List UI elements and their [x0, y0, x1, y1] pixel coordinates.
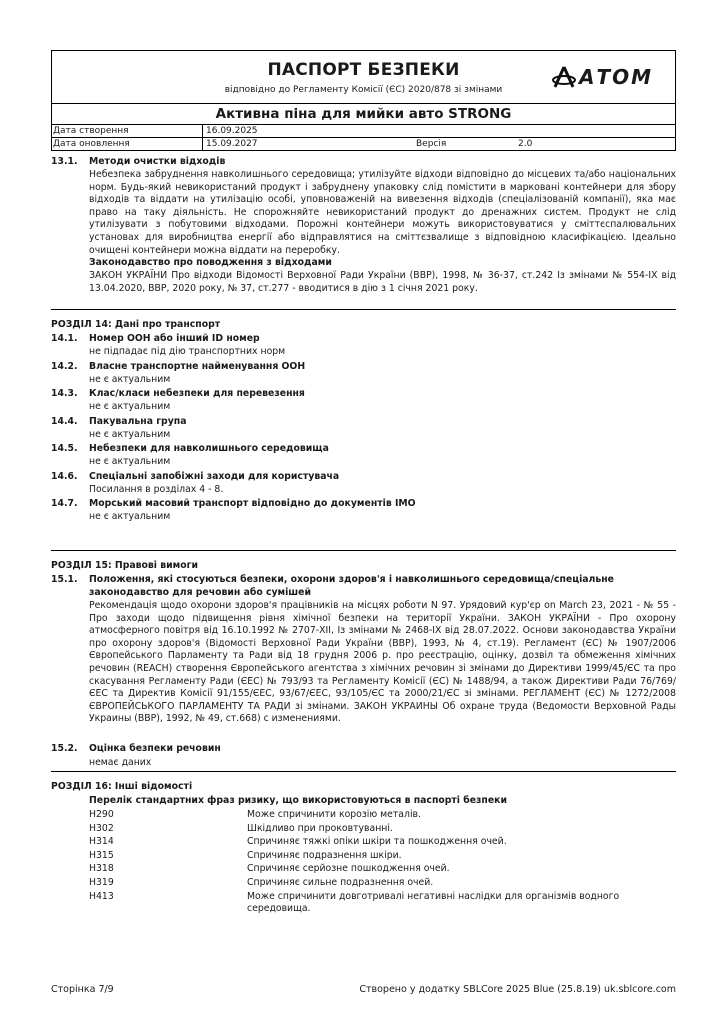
hazard-phrase-row [89, 809, 676, 823]
item-title: Небезпеки для навколишнього середовища [89, 443, 329, 454]
item-number: 14.7. [51, 498, 78, 509]
item-value: не є актуальним [89, 428, 171, 440]
waste-law-title: Законодавство про поводження з відходами [89, 257, 332, 268]
item-number: 15.1. [51, 574, 78, 585]
section-divider [51, 771, 676, 772]
hazard-text: Шкідливо при проковтуванні. [247, 822, 393, 834]
item-value: немає даних [89, 757, 152, 768]
hazard-phrases-list [89, 809, 676, 915]
sds-page [51, 50, 676, 995]
section-heading: РОЗДІЛ 16: Інші відомості [51, 781, 193, 792]
item-title: Спеціальні запобіжні заходи для користувача [89, 470, 340, 482]
item-title: Номер ООН або інший ID номер [89, 333, 260, 344]
item-title: Методи очистки відходів [89, 156, 226, 167]
hazard-code: H302 [89, 822, 114, 834]
hazard-code: H315 [89, 849, 114, 861]
item-number: 14.2. [51, 360, 78, 372]
legal-requirements-text: Рекомендація щодо охорони здоров'я працівників на місцях роботи N 97. Урядовий кур'єр on March 23, 2021 - № 55 - Про заходи щодо підвищення рівня хімічної безпеки на території України. ЗАКОН УКРАЇНИ - Про охорону атмосферного повітря від 16.10.1992 № 2707-XII, Із змінами № 2468-IX від 28.07.2022. Основи законодавства України про охорону здоров'я (Відомості Верховної Ради України (ВВР), 1993, № 4, ст.19). Регламент (ЄС) № 1907/2006 Європейського Парламенту та Ради від 18 грудня 2006 р. про реєстрацію, оцінку, дозвіл та обмеження хімічних речовин (REACH) створення Європейського агентства з хімічних речовин зі змінами до Директиви 1999/45/ЄС та про скасування Регламенту Ради (ЄЕС) № 793/93 та Регламенту Комісії (ЄС) № 1488/94, а також Директиви Ради 76/769/ЄЕС та Директив Комісії 91/155/ЄЕС, 93/67/ЄЕС, 93/105/ЄС та 2000/21/ЄС зі змінами. РЕГЛАМЕНТ (ЄС) № 1272/2008 ЄВРОПЕЙСЬКОГО ПАРЛАМЕНТУ ТА РАДИ зі змінами. ЗАКОН УКРАИНЫ Об охране труда (Ведомости Верховной Рады Украины (ВВР), 1992, № 49, ст.668) с изменениями. [89, 600, 676, 725]
hazard-code: H319 [89, 876, 114, 888]
hazard-text: Спричиняє тяжкі опіки шкіри та пошкодження очей. [247, 836, 507, 848]
version-value: 2.0 [518, 139, 533, 149]
regulation-subtitle: відповідно до Регламенту Комісії (ЄС) 2020/878 зі змінами [224, 85, 503, 95]
hazard-text: Може спричинити корозію металів. [247, 809, 421, 820]
logo-text: АТОМ [579, 65, 654, 89]
atom-logo-icon [551, 64, 577, 90]
hazard-phrase-row [89, 823, 676, 837]
created-value: 16.09.2025 [206, 126, 258, 136]
waste-law-text: ЗАКОН УКРАЇНИ Про відходи Відомості Верховної Ради України (ВВР), 1998, № 36-37, ст.242 Із змінами № 554-IX від 13.04.2020, ВВР, 2020 року, № 37, ст.277 - вводитися в дію з 1 січня 2021 року. [89, 270, 676, 294]
item-title: Оцінка безпеки речовин [89, 743, 221, 754]
item-number: 14.3. [51, 388, 78, 399]
hazard-text: Спричиняє подразнення шкіри. [247, 849, 402, 861]
product-name: Активна піна для мийки авто STRONG [52, 104, 675, 125]
hazard-phrase-row [89, 877, 676, 891]
updated-value: 15.09.2027 [206, 139, 258, 149]
item-value: не є актуальним [89, 511, 171, 522]
created-row [52, 125, 675, 137]
section-divider [51, 550, 676, 551]
hazard-text: Спричиняє серйозне пошкодження очей. [247, 863, 450, 875]
item-title: Власне транспортне найменування ООН [89, 360, 306, 372]
hazard-phrase-row [89, 890, 676, 915]
item-value: не є актуальним [89, 456, 171, 467]
section-heading: РОЗДІЛ 14: Дані про транспорт [51, 319, 221, 330]
item-title: Пакувальна група [89, 415, 187, 427]
hazard-text: Може спричинити довготривалі негативні наслідки для організмів водного середовища. [247, 890, 620, 915]
hazard-code: H314 [89, 836, 114, 848]
item-value: Посилання в розділах 4 - 8. [89, 483, 224, 495]
hazard-code: H318 [89, 863, 114, 875]
created-with: Створено у додатку SBLCore 2025 Blue (25.8.19) uk.sblcore.com [359, 984, 676, 995]
document-title: ПАСПОРТ БЕЗПЕКИ [267, 60, 460, 80]
item-number: 14.4. [51, 415, 78, 427]
hazard-phrase-row [89, 836, 676, 850]
hazard-code: H413 [89, 890, 114, 902]
waste-methods-text: Небезпека забруднення навколишнього середовища; утилізуйте відходи відповідно до місцевих та/або національних норм. Будь-який невикористаний продукт і забруднену упаковку слід помістити в марковані контейнери для збору відходів та віддати на утилізацію особі, уповноваженій на вивезення відходів (спеціалізованій компанії), яка має право на таку діяльність. Не спорожняйте невикористаний продукт до дренажних систем. Продукт не слід утилізувати з побутовими відходами. Порожні контейнери можуть використовуватися у сміттєспалювальних установах для виробництва енергії або відправлятися на сміттєзвалище з відповідною класифікацією. Ідеально очищені контейнери можна віддати на переробку. [89, 169, 676, 256]
hazard-text: Спричиняє сильне подразнення очей. [247, 876, 434, 888]
phrases-list-title: Перелік стандартних фраз ризику, що використовуються в паспорті безпеки [89, 795, 507, 806]
hazard-phrase-row [89, 850, 676, 864]
item-number: 14.6. [51, 470, 78, 482]
updated-label: Дата оновлення [53, 139, 130, 149]
item-number: 13.1. [51, 156, 78, 167]
section-divider [51, 309, 676, 310]
page-number: Сторінка 7/9 [51, 984, 114, 995]
section-heading: РОЗДІЛ 15: Правові вимоги [51, 560, 198, 571]
version-label: Версія [416, 139, 447, 149]
item-title: Положення, які стосуються безпеки, охорони здоров'я і навколишнього середовища/спеціальне законодавство для речовин або сумішей [89, 574, 614, 598]
hazard-code: H290 [89, 809, 114, 820]
item-value: не підпадає під дію транспортних норм [89, 346, 286, 357]
hazard-phrase-row [89, 863, 676, 877]
created-label: Дата створення [53, 126, 129, 136]
item-value: не є актуальним [89, 373, 171, 385]
updated-row [52, 137, 675, 150]
company-logo [551, 63, 669, 91]
item-number: 15.2. [51, 743, 78, 754]
item-number: 14.1. [51, 333, 78, 344]
item-number: 14.5. [51, 443, 78, 454]
item-title: Морський масовий транспорт відповідно до документів IMO [89, 498, 416, 509]
item-value: не є актуальним [89, 401, 171, 412]
document-header [51, 50, 676, 151]
item-title: Клас/класи небезпеки для перевезення [89, 388, 305, 399]
